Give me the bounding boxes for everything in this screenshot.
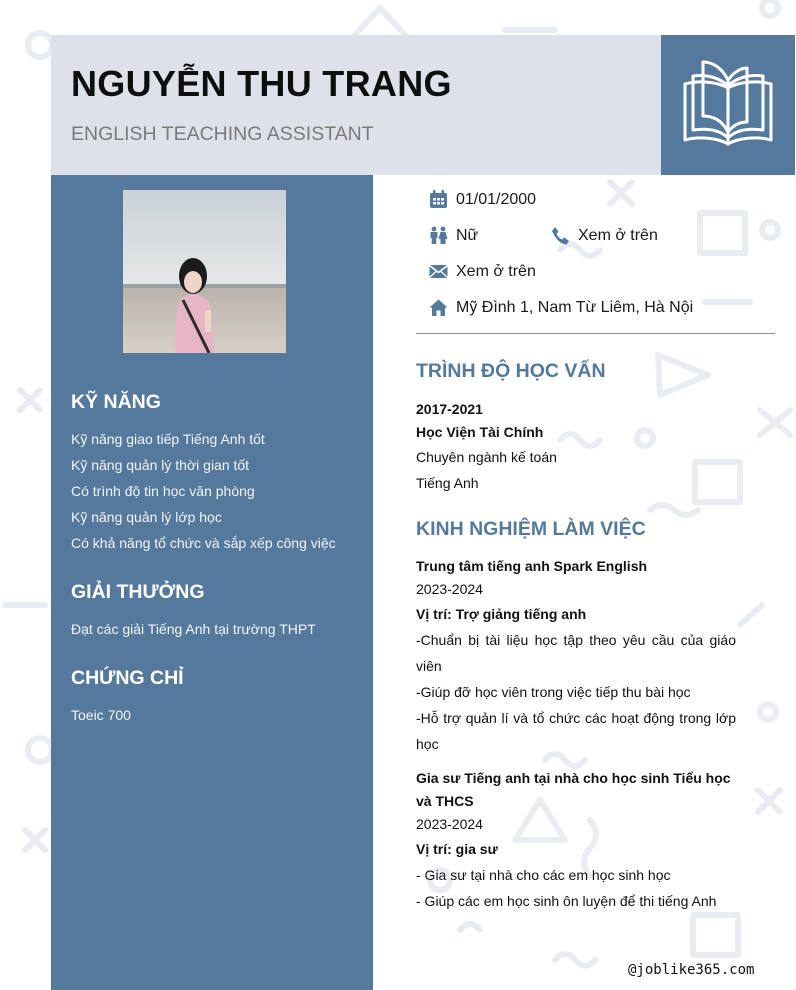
experience-heading: KINH NGHIỆM LÀM VIỆC [416, 518, 646, 540]
divider [416, 333, 775, 334]
birthday-row [429, 190, 536, 209]
list-item: Kỹ năng giao tiếp Tiếng Anh tốt [71, 431, 265, 447]
education-section [416, 360, 736, 496]
job-position: Vị trí: gia sư [416, 841, 498, 857]
gender-icon [429, 226, 448, 245]
list-item: Toeic 700 [71, 707, 131, 723]
awards-section [71, 581, 361, 642]
gender-row [429, 226, 478, 245]
experience-section [416, 518, 736, 914]
address-value: Mỹ Đình 1, Nam Từ Liêm, Hà Nội [456, 298, 694, 316]
job-entry [416, 555, 736, 757]
certificates-section [71, 667, 361, 728]
mail-icon [429, 262, 448, 281]
address-row [429, 298, 693, 317]
education-school: Học Viện Tài Chính [416, 424, 544, 440]
list-item: Có trình độ tin học văn phòng [71, 483, 255, 499]
education-major: Chuyên ngành kế toán [416, 449, 557, 465]
list-item: Đạt các giải Tiếng Anh tại trường THPT [71, 621, 316, 637]
skills-list [71, 426, 361, 556]
awards-heading: GIẢI THƯỞNG [71, 581, 205, 603]
job-duty: - Giúp các em học sinh ôn luyện để thi tiếng Anh [416, 893, 717, 909]
header [51, 35, 661, 175]
skills-heading: KỸ NĂNG [71, 391, 161, 413]
job-entry [416, 767, 736, 914]
job-company: Trung tâm tiếng anh Spark English [416, 558, 648, 574]
job-title: ENGLISH TEACHING ASSISTANT [71, 123, 374, 145]
job-duty: -Chuẩn bị tài liệu học tập theo yêu cầu của giáo viên [416, 632, 736, 674]
email-value: Xem ở trên [456, 262, 536, 280]
birthday-value: 01/01/2000 [456, 190, 537, 208]
home-icon [429, 298, 448, 317]
education-period: 2017-2021 [416, 401, 483, 417]
list-item: Có khả năng tổ chức và sắp xếp công việc [71, 535, 336, 551]
job-period: 2023-2024 [416, 581, 483, 597]
phone-value: Xem ở trên [578, 226, 658, 244]
phone-icon [551, 226, 570, 245]
education-note: Tiếng Anh [416, 475, 479, 491]
list-item: Kỹ năng quản lý thời gian tốt [71, 457, 250, 473]
education-heading: TRÌNH ĐỘ HỌC VẤN [416, 360, 606, 382]
watermark: @joblike365.com [628, 962, 755, 978]
gender-value: Nữ [456, 226, 479, 244]
phone-row [551, 226, 658, 245]
calendar-icon [429, 190, 448, 209]
list-item: Kỹ năng quản lý lớp học [71, 509, 222, 525]
job-duty: -Giúp đỡ học viên trong việc tiếp thu bài học [416, 684, 691, 700]
email-row [429, 262, 536, 281]
certificates-heading: CHỨNG CHỈ [71, 667, 184, 689]
candidate-name: NGUYỄN THU TRANG [71, 63, 452, 104]
job-duty: -Hỗ trợ quản lí và tổ chức các hoạt động trong lớp học [416, 710, 736, 752]
job-company: Gia sư Tiếng anh tại nhà cho học sinh Tiểu học và THCS [416, 770, 731, 809]
job-period: 2023-2024 [416, 816, 483, 832]
profile-photo [123, 190, 286, 353]
sidebar [51, 175, 373, 990]
job-position: Vị trí: Trợ giảng tiếng anh [416, 606, 587, 622]
certificates-list [71, 702, 361, 728]
book-icon [681, 58, 775, 152]
skills-section [71, 391, 361, 556]
job-duty: - Gia sư tại nhà cho các em học sinh học [416, 867, 671, 883]
awards-list [71, 616, 361, 642]
logo-box [661, 35, 795, 175]
